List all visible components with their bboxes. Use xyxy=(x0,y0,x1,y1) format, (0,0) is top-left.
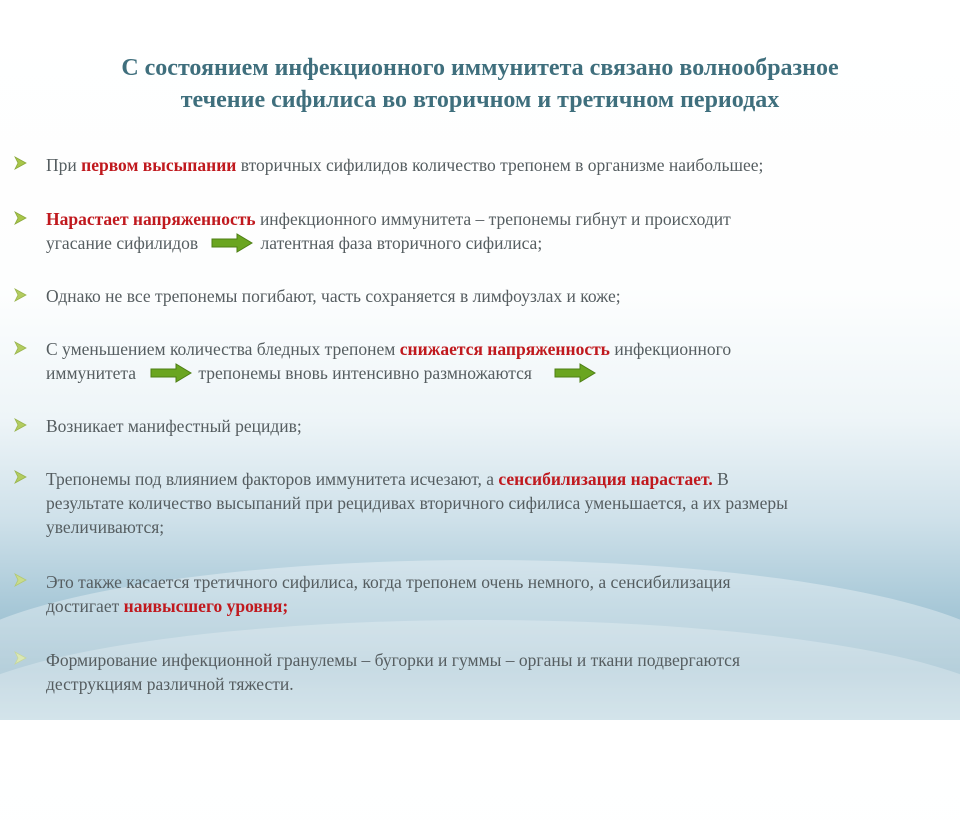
list-item: Однако не все трепонемы погибают, часть сохраняется в лимфоузлах и коже; xyxy=(46,286,621,306)
right-arrow-icon xyxy=(554,363,596,383)
title-line: течение сифилиса во вторичном и третичном периодах xyxy=(180,87,780,113)
emphasis-text: первом высыпании xyxy=(81,155,237,175)
arrow-bullet-icon xyxy=(14,470,28,484)
arrow-bullet-icon xyxy=(14,418,28,432)
list-item: С уменьшением количества бледных трепонем снижается напряженность инфекционного иммунитета трепонемы вновь интенсивно размножаются xyxy=(46,339,732,383)
emphasis-text: наивысшего уровня; xyxy=(123,596,289,616)
arrow-bullet-icon xyxy=(14,288,28,302)
emphasis-text: Нарастает напряженность xyxy=(46,209,256,229)
arrow-bullet-icon xyxy=(14,573,28,587)
right-arrow-icon xyxy=(150,363,192,383)
list-item: Возникает манифестный рецидив; xyxy=(46,416,302,436)
list-item: Это также касается третичного сифилиса, когда трепонем очень немного, а сенсибилизация достигает наивысшего уровня; xyxy=(46,572,731,616)
right-arrow-icon xyxy=(211,233,253,253)
arrow-bullet-icon xyxy=(14,651,28,665)
list-item: Формирование инфекционной гранулемы – бугорки и гуммы – органы и ткани подвергаются деструкциям различной тяжести. xyxy=(46,650,741,694)
emphasis-text: снижается напряженность xyxy=(399,339,610,359)
slide-title xyxy=(20,52,940,116)
title-line: С состоянием инфекционного иммунитета связано волнообразное xyxy=(121,55,839,81)
list-item: При первом высыпании вторичных сифилидов количество трепонем в организме наибольшее; xyxy=(46,155,764,175)
list-item: Нарастает напряженность инфекционного иммунитета – трепонемы гибнут и происходит угасание сифилидов латентная фаза вторичного сифилиса; xyxy=(46,209,731,253)
arrow-bullet-icon xyxy=(14,211,28,225)
arrow-bullet-icon xyxy=(14,341,28,355)
list-item: Трепонемы под влиянием факторов иммунитета исчезают, а сенсибилизация нарастает. В результате количество высыпаний при рецидивах вторичного сифилиса уменьшается, а их размеры увеличиваются; xyxy=(46,469,788,537)
arrow-bullet-icon xyxy=(14,156,28,170)
emphasis-text: сенсибилизация нарастает. xyxy=(498,469,713,489)
